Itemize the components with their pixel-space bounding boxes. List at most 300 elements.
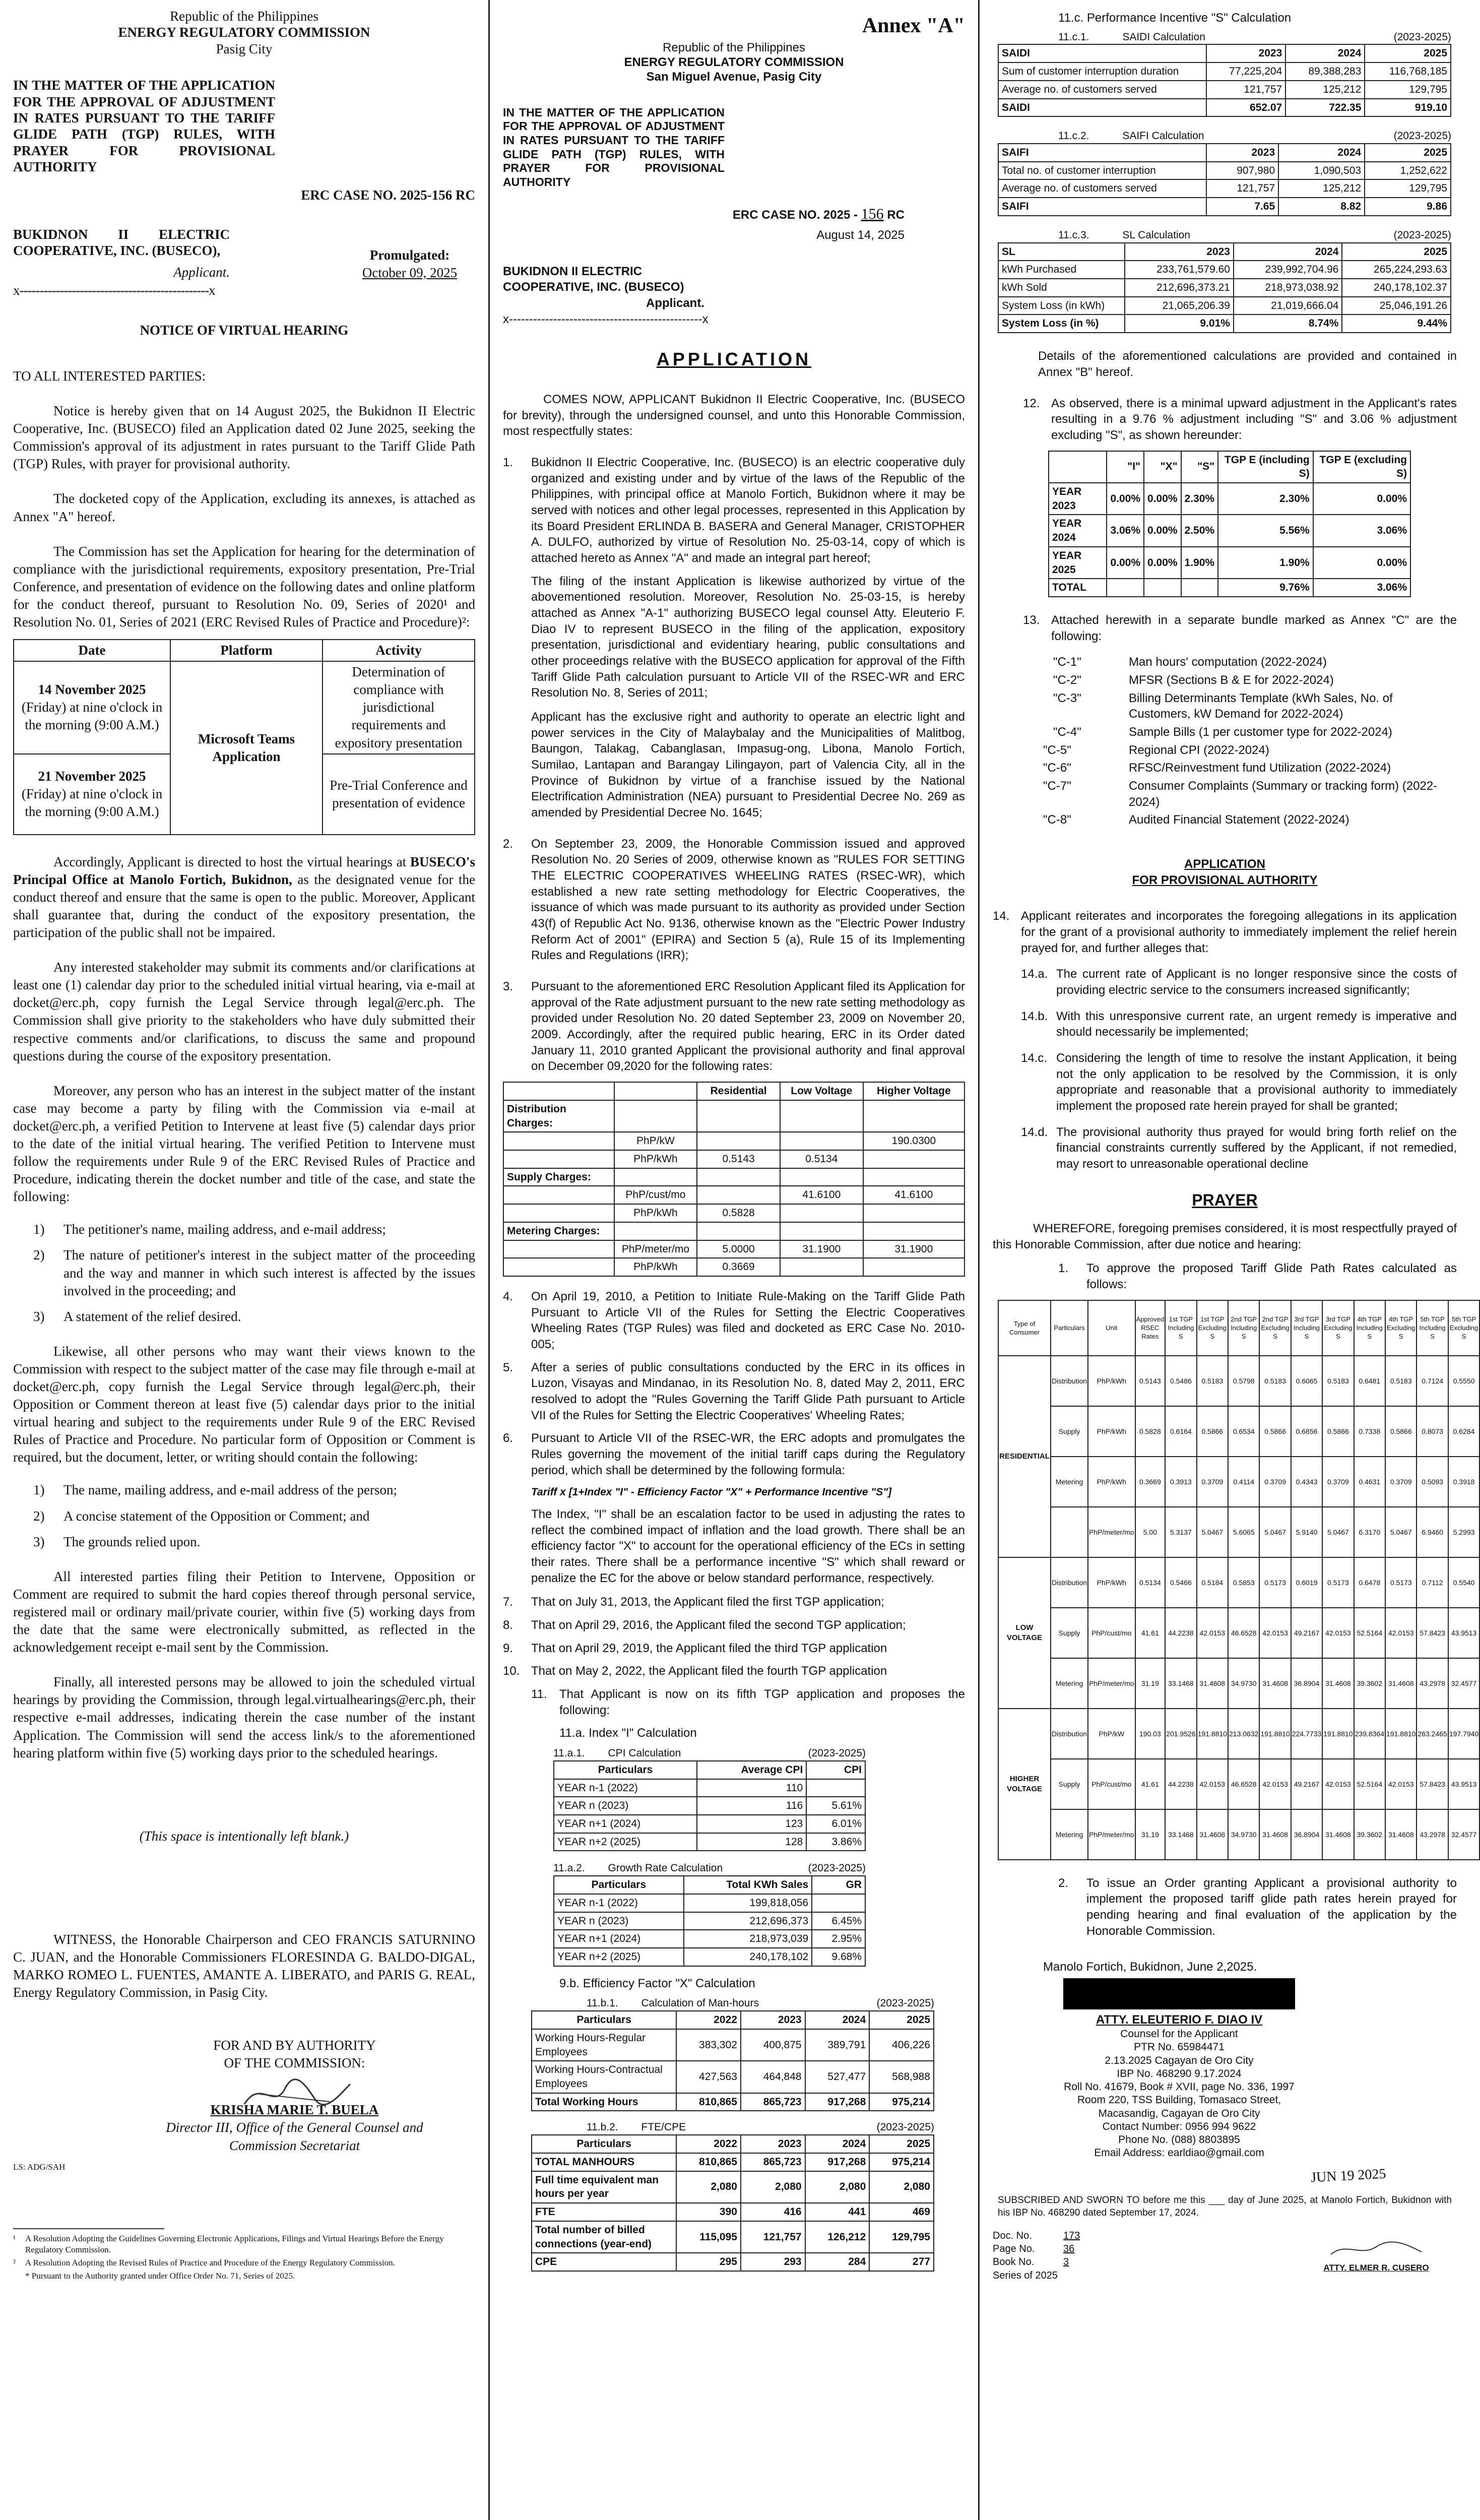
list-item: [1053, 654, 1457, 670]
para-text: Attached herewith in a separate bundle marked as Annex "C" are the following:: [1051, 613, 1457, 643]
annex-desc: MFSR (Sections B & E for 2022-2024): [1129, 673, 1334, 687]
applicant-role: Applicant.: [646, 296, 704, 310]
application-title: APPLICATION: [656, 349, 812, 370]
sub-text: Considering the length of time to resolve the instant Application, it being not the only application to be resolved by the Commission, it is only appropriate and reasonable that a provisional authority to immediately implement the proposed rate herein prayed for shall be granted;: [1056, 1051, 1457, 1113]
list-item: [13, 1507, 475, 1525]
rate-value: 5.00: [1135, 1507, 1166, 1557]
rate-value: 5.9140: [1291, 1507, 1322, 1557]
rate-value: 0.5828: [1135, 1406, 1166, 1457]
rate-value: 5.0467: [1197, 1507, 1228, 1557]
numbered-para: 3. Pursuant to the aforementioned ERC Resolution Applicant filed its Application for approval of the Rate adjustment pursuant to the new rate setting methodology as provided under Resolution No. 20 dated September 23, 2009 on November 20, 2009. Accordingly, after the required public hearing, ERC in its Order dated January 11, 2010 granted Applicant the provisional authority and final approval on December 09,2020 for the following rates:: [503, 979, 965, 1075]
venue-rest: as the designated venue for the conduct thereof and ensure that the same is open to the public. Moreover, Applicant shall guarantee that, during the conduct of the expository presentation, the participation of the public shall not be impaired.: [13, 871, 475, 940]
doc-val: 3: [1063, 2256, 1069, 2268]
cell: 218,973,039: [684, 1930, 812, 1948]
rate-value: 42.0153: [1385, 1759, 1417, 1809]
rate-value: 0.5866: [1322, 1406, 1354, 1457]
annex-desc: Audited Financial Statement (2022-2024): [1129, 813, 1349, 827]
list-item: [1053, 724, 1457, 740]
cell: 810,865: [676, 2153, 741, 2171]
numbered-para: 9. That on April 29, 2019, the Applicant filed the third TGP application: [503, 1641, 965, 1657]
rates-col-head: 5th TGP Including S: [1417, 1300, 1448, 1356]
footnote-text: A Resolution Adopting the Revised Rules of Practice and Procedure of the Energy Regulatory Commission.: [25, 2257, 395, 2267]
rate-value: 0.6856: [1291, 1406, 1322, 1457]
sub-num: 14.a.: [1021, 967, 1048, 981]
rate-value: 0.5866: [1259, 1406, 1291, 1457]
list-text: A statement of the relief desired.: [63, 1308, 241, 1324]
table-row: [554, 1894, 865, 1912]
cell: 25,046,191.26: [1342, 297, 1451, 315]
numbered-para: 12. As observed, there is a minimal upward adjustment in the Applicant's rates resulting in a 9.76 % adjustment including "S" and 3.06 % adjustment excluding "S", as shown hereunder:: [1023, 396, 1457, 444]
para-text: That Applicant is now on its fifth TGP application and proposes the following:: [559, 1687, 965, 1717]
cell: 2,080: [805, 2171, 870, 2203]
table-num: 11.b.2.: [587, 2121, 618, 2133]
blank-note: (This space is intentionally left blank.): [139, 1828, 349, 1844]
rate-value: 46.6528: [1228, 1759, 1259, 1809]
col-head: TGP E (excluding S): [1313, 451, 1410, 483]
application-page: [490, 0, 980, 2520]
para-text: As observed, there is a minimal upward adjustment in the Applicant's rates resulting in a 9.76 % adjustment including "S" and 3.06 % adjustment excluding "S", as shown hereunder:: [1051, 396, 1457, 442]
rate-value: 0.3709: [1259, 1457, 1291, 1507]
tgp-formula: Tariff x [1+Index "I" - Efficiency Factor "X" + Performance Incentive "S"]: [531, 1486, 892, 1498]
list-item: [1043, 760, 1457, 776]
applicant-name: BUKIDNON II ELECTRIC COOPERATIVE, INC. (BUSECO): [503, 264, 684, 294]
cell: 527,477: [805, 2061, 870, 2093]
para-text: To approve the proposed Tariff Glide Path Rates calculated as follows:: [1086, 1262, 1457, 1292]
table-num: 11.c.3.: [1058, 229, 1089, 241]
table-row: [532, 2221, 934, 2253]
rate-value: 6.3170: [1354, 1507, 1385, 1557]
cell: 123: [697, 1815, 806, 1833]
numbered-para: 14. Applicant reiterates and incorporates the foregoing allegations in its application for the grant of a provisional authority to immediately implement the relief herein prayed for, and further alleges that:: [993, 908, 1457, 956]
rate-unit: PhP/cust/mo: [1088, 1608, 1135, 1658]
rate-particular: Distribution: [1051, 1709, 1088, 1759]
col-head: 2023: [741, 2011, 805, 2029]
divider: x-----------------------------------------------x: [13, 282, 215, 298]
cell: Total no. of customer interruption: [998, 162, 1206, 180]
rate-value: 0.5466: [1165, 1557, 1196, 1608]
doc-key: Doc. No.: [993, 2230, 1032, 2241]
numbered-para: 4. On April 19, 2010, a Petition to Initiate Rule-Making on the Tariff Glide Path Pursuant to Article VII of the Rules for Setting the Electric Cooperatives Wheeling Rates (TGP Rules) was filed and docketed as ERC Case No. 2010-005;: [503, 1289, 965, 1353]
para-text: Pursuant to the aforementioned ERC Resolution Applicant filed its Application for approval of the Rate adjustment pursuant to the new rate setting methodology as provided under Resolution No. 20 dated September 23, 2009 on November 20, 2009. Accordingly, after the required public hearing, ERC in its Order dated January 11, 2010 granted Applicant the provisional authority and final approval on December 09,2020 for the following rates:: [531, 980, 965, 1074]
col-head: 2025: [869, 2135, 934, 2153]
promulgated-date: October 09, 2025: [362, 265, 458, 280]
table-row: [998, 62, 1451, 81]
col-head: Particulars: [532, 2135, 676, 2153]
col-head: Particulars: [554, 1876, 684, 1894]
rate-value: 0.7124: [1417, 1356, 1448, 1406]
rates-col-head: Particulars: [1051, 1300, 1088, 1356]
cell: 240,178,102.37: [1342, 279, 1451, 297]
para-text: On September 23, 2009, the Honorable Commission issued and approved Resolution No. 20 Series of 2009, otherwise known as "RULES FOR SETTING THE ELECTRIC COOPERATIVES WHEELING RATES (RSEC-WR), which established a new rate setting methodology for Electric Cooperatives, the issuance of which was made pursuant to its authority as provided under Section 43(f) of Republic Act No. 9136, otherwise known as the "Electric Power Industry Reform Act of 2001" (EPIRA) and Section 5 (a), Rule 15 of its Implementing Rules and Regulations (IRR);: [531, 837, 965, 963]
table-period: (2023-2025): [808, 1747, 866, 1759]
rate-unit: PhP/kWh: [614, 1150, 697, 1168]
rate-unit: PhP/kW: [614, 1132, 697, 1150]
rate-unit: PhP/cust/mo: [614, 1186, 697, 1204]
table-row: [554, 1833, 865, 1851]
para-text: That on April 29, 2019, the Applicant filed the third TGP application: [531, 1641, 887, 1655]
rate-value: 0.4114: [1228, 1457, 1259, 1507]
table-row: [532, 2153, 934, 2171]
rate-value: 43.9513: [1448, 1608, 1479, 1658]
list-item: [13, 1246, 475, 1299]
cell: 810,865: [676, 2093, 741, 2111]
rate-particular: Supply: [1051, 1406, 1088, 1457]
sched-date: 21 November 2025: [38, 769, 146, 784]
cell: 6.01%: [806, 1815, 865, 1833]
cell: 0.00%: [1144, 483, 1181, 515]
rate-value: 43.9513: [1448, 1759, 1479, 1809]
cell: YEAR n (2023): [554, 1797, 697, 1815]
table-num: 11.a.2.: [553, 1862, 585, 1874]
cell: 239,992,704.96: [1234, 261, 1342, 279]
col-head: 2023: [1206, 44, 1285, 62]
rates-body: [998, 1356, 1479, 1860]
rates-row: [998, 1457, 1479, 1507]
formula-note: The Index, "I" shall be an escalation factor to be used in adjusting the rates to reflect the combined impact of inflation and the load growth. There shall be an efficiency factor "X" to account for the operational efficiency of the ECs in setting their rates. There shall be a performance incentive "S" which shall reward or penalize the EC for the above or below standard performance, respectively.: [531, 1507, 965, 1585]
cell: Full time equivalent man hours per year: [532, 2171, 676, 2203]
applicant-role: Applicant.: [173, 265, 230, 280]
doc-key: Book No.: [993, 2256, 1035, 2268]
rate-value: 191.8810: [1322, 1709, 1354, 1759]
table-period: (2023-2025): [1393, 31, 1451, 43]
cell: 390: [676, 2203, 741, 2221]
doc-val: 173: [1063, 2230, 1080, 2241]
col-head: Particulars: [554, 1761, 697, 1779]
cell: 2,080: [676, 2171, 741, 2203]
cell: 3.06%: [1313, 515, 1410, 546]
cell: SAIFI: [998, 198, 1206, 216]
table-title: SL Calculation: [1122, 229, 1190, 241]
para-intervene: Moreover, any person who has an interest in the subject matter of the instant case may become a party by filing with the Commission via e-mail at docket@erc.ph, a verified Petition to Intervene at least five (5) calendar days prior to the date of the initial virtual hearing. The verified Petition to Intervene must follow the requirements under Rule 9 of the ERC Revised Rules of Practice and Procedure, indicating therein the docket number and title of the case, and state the following:: [13, 1083, 475, 1205]
list-num: 3): [33, 1534, 45, 1549]
rate-value: 0.5866: [1197, 1406, 1228, 1457]
cell: YEAR n+2 (2025): [554, 1948, 684, 1966]
table-num: 11.b.1.: [587, 1997, 618, 2009]
rates-col-head: 3rd TGP Excluding S: [1322, 1300, 1354, 1356]
table-row: [998, 81, 1451, 99]
list-item: [13, 1221, 475, 1238]
cpi-table: [553, 1760, 866, 1852]
rate-value: 31.4608: [1197, 1809, 1228, 1860]
cell: 115,095: [676, 2221, 741, 2253]
rate-value: 42.0153: [1259, 1759, 1291, 1809]
cell: [812, 1894, 865, 1912]
agency-city: Pasig City: [216, 41, 273, 56]
table-row: [532, 2061, 934, 2093]
rate-value: 32.4577: [1448, 1658, 1479, 1709]
case-suffix: RC: [887, 208, 905, 222]
col-head: SAIFI: [998, 144, 1206, 162]
notary-signature-icon: [1326, 2239, 1427, 2259]
cell: 212,696,373: [684, 1912, 812, 1930]
cell: 865,723: [741, 2153, 805, 2171]
para-text: The filing of the instant Application is likewise authorized by virtue of the abovementioned resolution. Moreover, Resolution No. 25-03-15, is hereby attached as Annex "A-1" authorizing BUSECO legal counsel Atty. Eleuterio F. Diao IV to represent BUSECO in the filing of the application, expository presentation, jurisdictional and evidentiary hearing, public consultations and other proceedings relative with the BUSECO application for approval of the Fifth Tariff Glide Path calculation pursuant to Article VII of the RSEC-WR and ERC Resolution No. 8, Series of 2011;: [531, 574, 965, 700]
numbered-para: 2. On September 23, 2009, the Honorable Commission issued and approved Resolution No. 20 Series of 2009, otherwise known as "RULES FOR SETTING THE ELECTRIC COOPERATIVES WHEELING RATES (RSEC-WR), which established a new rate setting methodology for Electric Cooperatives, the issuance of which was made pursuant to its authority as provided under Section 43(f) of Republic Act No. 9136, otherwise known as the "Electric Power Industry Reform Act of 2001" (EPIRA) and Section 5 (a), Rule 15 of its Implementing Rules and Regulations (IRR);: [503, 836, 965, 964]
rate-value: 34.9730: [1228, 1658, 1259, 1709]
cell: 128: [697, 1833, 806, 1851]
cell: 218,973,038.92: [1234, 279, 1342, 297]
saifi-table: [998, 143, 1451, 216]
rate-val: 31.1900: [863, 1240, 964, 1258]
doc-line: [993, 2255, 1124, 2269]
list-item: [13, 1533, 475, 1551]
counsel-line: Contact Number: 0956 994 9622: [1102, 2120, 1256, 2132]
cell: 0.00%: [1144, 515, 1181, 546]
para-text: On April 19, 2010, a Petition to Initiate Rule-Making on the Tariff Glide Path Pursuant to Article VII of the Rules for Setting the Electric Cooperatives Wheeling Rates (TGP Rules) was filed and docketed as ERC Case No. 2010-005;: [531, 1289, 965, 1351]
cell: 9.86: [1365, 198, 1451, 216]
provisional-subtitle: FOR PROVISIONAL AUTHORITY: [1132, 873, 1318, 887]
cell: 1.90%: [1218, 547, 1313, 579]
rate-value: 213.0632: [1228, 1709, 1259, 1759]
rates-col-head: 2nd TGP Including S: [1228, 1300, 1259, 1356]
rate-value: 224.7733: [1291, 1709, 1322, 1759]
rate-value: 36.8904: [1291, 1658, 1322, 1709]
rate-value: 42.0153: [1322, 1608, 1354, 1658]
col-head: Higher Voltage: [863, 1082, 964, 1100]
initials: LS: ADG/SAH: [13, 2162, 66, 2172]
table-num: 11.c.2.: [1058, 130, 1089, 142]
numbered-para: 11. That Applicant is now on its fifth TGP application and proposes the following:: [531, 1686, 965, 1718]
col-head: [1049, 451, 1107, 483]
cell: 284: [805, 2253, 870, 2271]
rates-row: [998, 1759, 1479, 1809]
table-period: (2023-2025): [1393, 229, 1451, 241]
annex-code: "C-3": [1053, 691, 1081, 705]
cell: 0.00%: [1144, 547, 1181, 579]
rate-value: 42.0153: [1259, 1608, 1291, 1658]
counsel-line: Phone No. (088) 8803895: [1118, 2134, 1240, 2146]
para-opposition: Likewise, all other persons who may want their views known to the Commission with respect to the subject matter of the case may file through e-mail at docket@erc.ph, copy furnish the Legal Service through legal@erc.ph, their Opposition or Comment thereon at least five (5) calendar days prior to the initial virtual hearing and subject to the requirements under Rule 9 of the ERC Revised Rules of Practice and Procedure. No particular form of Opposition or Comment is required, but the document, letter, or writing should contain the following:: [13, 1343, 475, 1465]
rate-value: 57.8423: [1417, 1759, 1448, 1809]
prayer-intro: WHEREFORE, foregoing premises considered, it is most respectfully prayed of this Honorable Commission, after due notice and hearing:: [993, 1222, 1457, 1251]
cell: Total Working Hours: [532, 2093, 676, 2111]
col-head: Low Voltage: [780, 1082, 863, 1100]
rate-value: 34.9730: [1228, 1809, 1259, 1860]
doc-key: Series of 2025: [993, 2270, 1058, 2281]
rate-value: 43.2978: [1417, 1809, 1448, 1860]
rate-value: 0.5173: [1385, 1557, 1417, 1608]
table-num: 11.c.1.: [1058, 31, 1089, 43]
cell: 907,980: [1206, 162, 1278, 180]
case-caption: IN THE MATTER OF THE APPLICATION FOR THE APPROVAL OF ADJUSTMENT IN RATES PURSUANT TO THE TARIFF GLIDE PATH (TGP) RULES, WITH PRAYER FOR PROVISIONAL AUTHORITY: [13, 78, 275, 175]
footnote-num: ¹: [13, 2233, 16, 2243]
sub-text: With this unresponsive current rate, an urgent remedy is imperative and should necessarily be implemented;: [1056, 1009, 1457, 1039]
rates-row: [998, 1658, 1479, 1709]
rate-unit: PhP/meter/mo: [1088, 1507, 1135, 1557]
table-title: SAIFI Calculation: [1122, 130, 1204, 142]
cell: 9.44%: [1342, 314, 1451, 333]
rate-unit: PhP/kWh: [1088, 1457, 1135, 1507]
col-head: 2024: [1278, 144, 1365, 162]
table-period: (2023-2025): [876, 1997, 934, 2009]
rate-value: 31.19: [1135, 1658, 1166, 1709]
rate-value: 0.8073: [1417, 1406, 1448, 1457]
rate-val: 31.1900: [780, 1240, 863, 1258]
rate-value: 42.0153: [1197, 1759, 1228, 1809]
cell: 3.06%: [1107, 515, 1144, 546]
col-head: 2023: [741, 2135, 805, 2153]
cell: 129,795: [1365, 179, 1451, 198]
cell: [806, 1779, 865, 1797]
table-row: [998, 261, 1451, 279]
rate-group: Metering Charges:: [503, 1222, 614, 1240]
doc-line: [993, 2242, 1124, 2255]
list-text: The petitioner's name, mailing address, and e-mail address;: [63, 1222, 386, 1237]
cell: [1107, 579, 1144, 597]
table-row: [1049, 483, 1410, 515]
cell: 383,302: [676, 2029, 741, 2061]
table-title: Calculation of Man-hours: [641, 1997, 759, 2009]
table-row: [532, 2093, 934, 2111]
initial-rates-table: [503, 1082, 965, 1277]
col-head: 2025: [869, 2011, 934, 2029]
rate-value: 46.6528: [1228, 1608, 1259, 1658]
sub-num: 14.c.: [1021, 1051, 1048, 1065]
rate-val: 41.6100: [863, 1186, 964, 1204]
rate-particular: Metering: [1051, 1809, 1088, 1860]
rate-unit: PhP/cust/mo: [1088, 1759, 1135, 1809]
rates-row: [998, 1709, 1479, 1759]
sched-time: (Friday) at nine o'clock in the morning (9:00 A.M.): [21, 786, 163, 820]
growth-rate-table: [553, 1875, 866, 1967]
list-item: [1053, 672, 1457, 688]
counsel-line: Email Address: earldiao@gmail.com: [1094, 2147, 1264, 2159]
rate-value: 57.8423: [1417, 1608, 1448, 1658]
cell: 427,563: [676, 2061, 741, 2093]
rate-unit: PhP/meter/mo: [1088, 1658, 1135, 1709]
footnote-num: [13, 2271, 25, 2282]
rate-value: 49.2167: [1291, 1759, 1322, 1809]
doc-line: [993, 2229, 1124, 2242]
sub-para: [1021, 1050, 1457, 1114]
cell: 917,268: [805, 2093, 870, 2111]
rate-value: 0.5550: [1448, 1356, 1479, 1406]
rate-val: 0.5143: [697, 1150, 780, 1168]
col-head: SL: [998, 243, 1125, 261]
rate-value: 43.2978: [1417, 1658, 1448, 1709]
sub-text: The current rate of Applicant is no longer responsive since the costs of providing electric service to the consumers increased significantly;: [1056, 967, 1457, 997]
cell: 293: [741, 2253, 805, 2271]
table-row: [554, 1779, 865, 1797]
cell: 1,252,622: [1365, 162, 1451, 180]
rate-val: 190.0300: [863, 1132, 964, 1150]
fte-block: [531, 2120, 934, 2271]
cell: 21,019,666.04: [1234, 297, 1342, 315]
cell: YEAR n+1 (2024): [554, 1815, 697, 1833]
signature-block: [114, 2037, 475, 2154]
doc-val: 36: [1063, 2243, 1075, 2255]
table-row: [998, 198, 1451, 216]
cell: Average no. of customers served: [998, 81, 1206, 99]
table-row: [532, 2253, 934, 2271]
rates-row: [998, 1406, 1479, 1457]
sub-text: The provisional authority thus prayed for would bring forth relief on the financial constraints currently suffered by the Applicant, if not remedied, may resort to unreasonable operational decline: [1056, 1125, 1457, 1171]
col-head: 2024: [805, 2135, 870, 2153]
numbered-para: 10. That on May 2, 2022, the Applicant filed the fourth TGP application: [503, 1663, 965, 1679]
cell: 919.10: [1365, 99, 1451, 117]
counsel-line: 2.13.2025 Cagayan de Oro City: [1105, 2054, 1254, 2066]
annex-code: "C-6": [1043, 761, 1071, 775]
annex-desc: RFSC/Reinvestment fund Utilization (2022-2024): [1129, 761, 1391, 775]
rate-value: 239.8364: [1354, 1709, 1385, 1759]
rate-val: 41.6100: [780, 1186, 863, 1204]
cell: 0.00%: [1313, 547, 1410, 579]
col-head: 2024: [1234, 243, 1342, 261]
footnote: [13, 2233, 475, 2255]
para-text: That on July 31, 2013, the Applicant filed the first TGP application;: [531, 1595, 884, 1609]
cell: 121,757: [1206, 81, 1285, 99]
table-title: CPI Calculation: [608, 1747, 681, 1759]
rates-col-head: Type of Consumer: [998, 1300, 1051, 1356]
numbered-para: 1. Bukidnon II Electric Cooperative, Inc. (BUSECO) is an electric cooperative duly organized and existing under and by virtue of the laws of the Republic of the Philippines, with principal office at Manolo Fortich, Bukidnon where it may be served with notices and other legal processes, represented in this Application by its Board President ERLINDA B. BASERA and General Manager, CRISTOPHER A. DULFO, authorized by virtue of Resolution No. 25-03-14, copy of which is attached hereto as Annex "A" and made an integral part hereof;: [503, 455, 965, 566]
annex-desc: Sample Bills (1 per customer type for 2022-2024): [1129, 725, 1392, 739]
rate-unit: PhP/kWh: [614, 1204, 697, 1222]
cell: kWh Sold: [998, 279, 1125, 297]
rate-particular: Metering: [1051, 1658, 1088, 1709]
cell: 240,178,102: [684, 1948, 812, 1966]
cell: SAIDI: [998, 99, 1206, 117]
rates-col-head: 2nd TGP Excluding S: [1259, 1300, 1291, 1356]
cell: 2.30%: [1181, 483, 1218, 515]
col-head: "S": [1181, 451, 1218, 483]
para-text: That on April 29, 2016, the Applicant filed the second TGP application;: [531, 1618, 906, 1632]
footnote-text: * Pursuant to the Authority granted under Office Order No. 71, Series of 2025.: [25, 2271, 295, 2281]
cell: 277: [869, 2253, 934, 2271]
letterhead: [503, 41, 965, 84]
cell: 125,212: [1285, 81, 1365, 99]
col-date: Date: [14, 640, 170, 661]
cell: 722.35: [1285, 99, 1365, 117]
col-head: 2022: [676, 2135, 741, 2153]
proposed-rates-table: [998, 1300, 1480, 1860]
applicant-name: BUKIDNON II ELECTRIC COOPERATIVE, INC. (BUSECO),: [13, 226, 230, 258]
hearing-schedule-table: [13, 639, 475, 835]
rate-value: 5.6065: [1228, 1507, 1259, 1557]
rate-value: 0.5173: [1322, 1557, 1354, 1608]
rates-row: [998, 1557, 1479, 1608]
footnote-num: ²: [13, 2257, 16, 2267]
cell: 116: [697, 1797, 806, 1815]
rate-value: 0.5853: [1228, 1557, 1259, 1608]
rate-value: 42.0153: [1322, 1759, 1354, 1809]
rate-value: 32.4577: [1448, 1809, 1479, 1860]
signer-title: Director III, Office of the General Counsel and: [166, 2120, 423, 2135]
sub-para: [1021, 966, 1457, 998]
rate-value: 5.0467: [1385, 1507, 1417, 1557]
annex-code: "C-5": [1043, 743, 1071, 757]
para-text: Pursuant to Article VII of the RSEC-WR, the ERC adopts and promulgates the Rules governing the movement of the initial tariff caps during the Regulatory period, which shall be determined by the following formula:: [531, 1431, 965, 1477]
signer-title: Commission Secretariat: [229, 2137, 360, 2153]
cell: 917,268: [805, 2153, 870, 2171]
counsel-block: [1063, 2012, 1295, 2160]
cell: 406,226: [869, 2029, 934, 2061]
rate-value: 0.5134: [1135, 1557, 1166, 1608]
cell: 7.65: [1206, 198, 1278, 216]
table-period: (2023-2025): [876, 2121, 934, 2133]
cell: 9.01%: [1125, 314, 1234, 333]
annex-code: "C-8": [1043, 813, 1071, 827]
rate-value: 0.3709: [1197, 1457, 1228, 1507]
rate-val: 0.3669: [697, 1258, 780, 1276]
col-head: Particulars: [532, 2011, 676, 2029]
cell: 2,080: [869, 2171, 934, 2203]
cell: 0.00%: [1107, 483, 1144, 515]
cell: YEAR n (2023): [554, 1912, 684, 1930]
cell: 3.86%: [806, 1833, 865, 1851]
annex-code: "C-1": [1053, 655, 1081, 669]
cell: YEAR n+1 (2024): [554, 1930, 684, 1948]
rate-group: Supply Charges:: [503, 1168, 614, 1186]
